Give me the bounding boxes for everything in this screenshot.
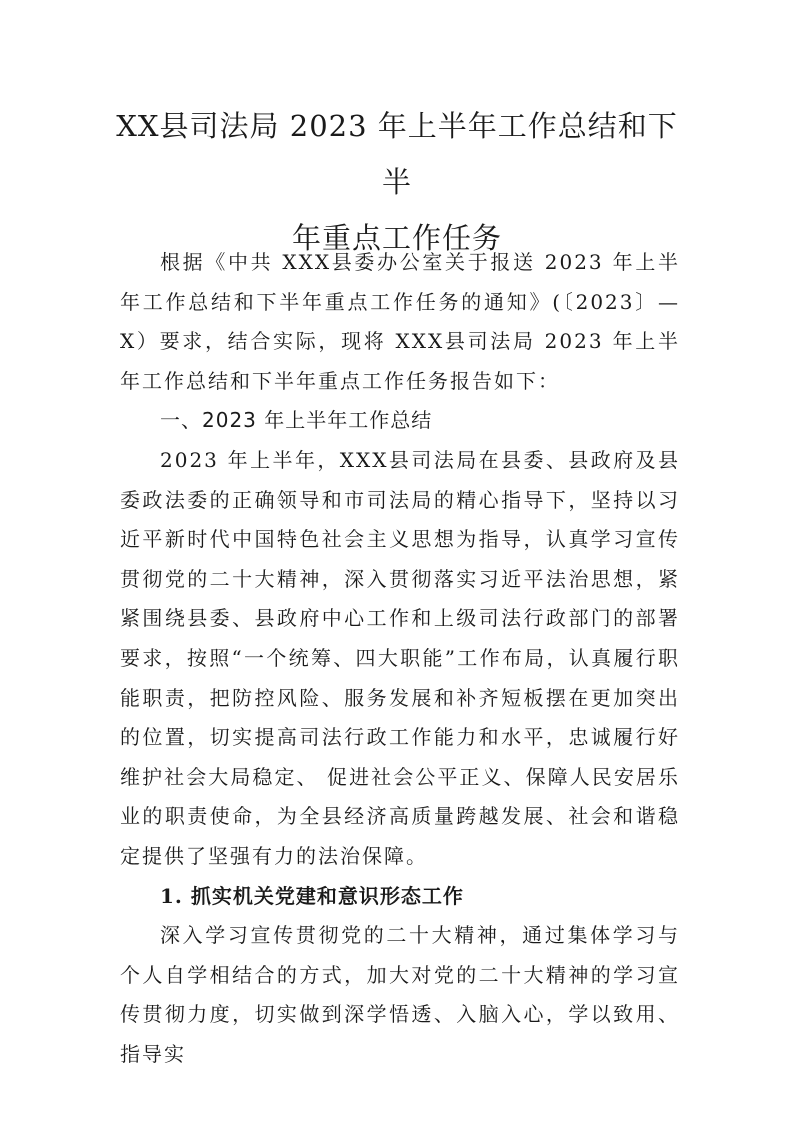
document-title-line-1: XX县司法局 2023 年上半年工作总结和下半 bbox=[116, 109, 678, 199]
summary-paragraph: 2023 年上半年，XXX县司法局在县委、县政府及县委政法委的正确领导和市司法局的精心指导下，坚持以习近平新时代中国特色社会主义思想为指导，认真学习宣传贯彻党的二十大精神，深入贯彻落实习近平法治思想，紧紧围绕县委、县政府中心工作和上级司法行政部门的部署要求，按照“一个统筹、四大职能”工作布局，认真履行职能职责，把防控风险、服务发展和补齐短板摆在更加突出的位置，切实提高司法行政工作能力和水平，忠诚履行好维护社会大局稳定、 促进社会公平正义、保障人民安居乐业的职责使命，为全县经济高质量跨越发展、社会和谐稳定提供了坚强有力的法治保障。 bbox=[120, 447, 680, 868]
section-heading-first-half-summary: 一、2023 年上半年工作总结 bbox=[160, 408, 433, 433]
subsection-heading-party-building: 1. 抓实机关党建和意识形态工作 bbox=[160, 883, 464, 908]
document-title-line-2: 年重点工作任务 bbox=[291, 221, 502, 255]
party-building-paragraph: 深入学习宣传贯彻党的二十大精神，通过集体学习与个人自学相结合的方式，加大对党的二十大精神的学习宣传贯彻力度，切实做到深学悟透、入脑入心，学以致用、指导实 bbox=[120, 923, 680, 1066]
document-body bbox=[120, 243, 680, 1074]
document-title bbox=[110, 98, 684, 266]
intro-paragraph: 根据《中共 XXX县委办公室关于报送 2023 年上半年工作总结和下半年重点工作任务的通知》(〔2023〕—X）要求，结合实际，现将 XXX县司法局 2023 年上半年工作总结和下半年重点工作任务报告如下： bbox=[120, 250, 680, 393]
